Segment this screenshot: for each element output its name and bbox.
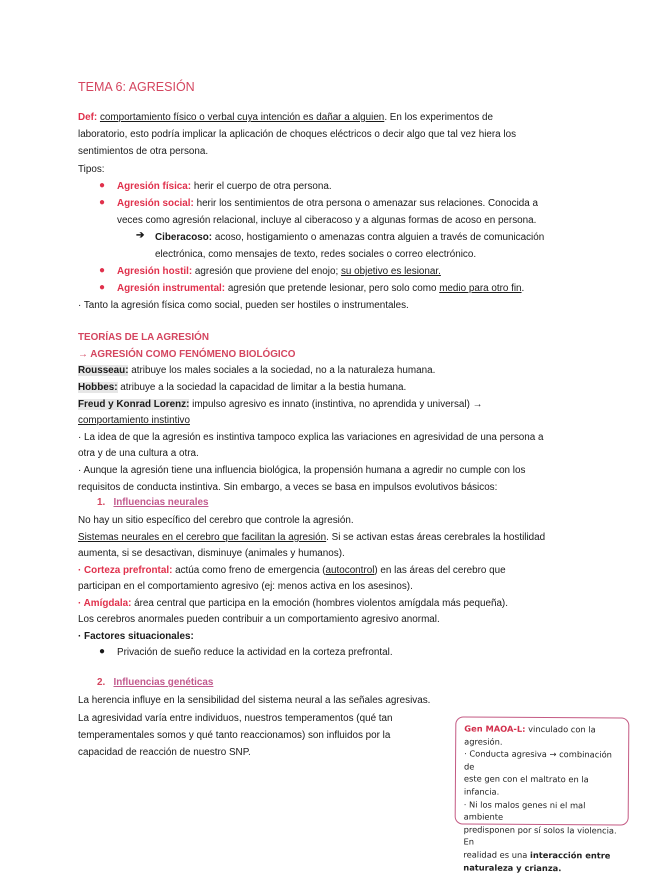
gen-maoa-note — [455, 716, 630, 873]
ciberacoso: Ciberacoso: acoso, hostigamiento o amenazas contra alguien a través de comunicación — [155, 232, 545, 243]
geneticas-heading: 2. Influencias genéticas — [97, 677, 214, 688]
freud-cont: comportamiento instintivo — [78, 415, 190, 426]
tipos-label: Tipos: — [78, 164, 105, 175]
sistemas-line: Sistemas neurales en el cerebro que facilitan la agresión. Si se activan estas áreas cerebrales la hostilidad — [78, 532, 546, 543]
tipo-fisica: Agresión física: herir el cuerpo de otra persona. — [117, 181, 332, 192]
amigdala-line: · Amígdala: área central que participa en la emoción (hombres violentos amígdala más pequeña). — [78, 598, 508, 609]
no-hay-line: No hay un sitio específico del cerebro que controle la agresión. — [78, 515, 354, 526]
tipo-hostil: Agresión hostil: agresión que proviene del enojo; su objetivo es lesionar. — [117, 266, 441, 277]
bullet-icon: ● — [99, 265, 106, 276]
note-line-2: · Conducta agresiva → combinación de — [463, 748, 612, 772]
corteza-cont: participan en el comportamiento agresivo (ej: menos activa en los asesinos). — [78, 581, 413, 592]
section-teorias: TEORÍAS DE LA AGRESIÓN — [78, 332, 209, 343]
note-line-4: · Ni los malos genes ni el mal ambiente — [463, 799, 586, 822]
cerebros-line: Los cerebros anormales pueden contribuir a un comportamiento agresivo anormal. — [78, 614, 440, 625]
tipo-instrumental: Agresión instrumental: agresión que pretende lesionar, pero solo como medio para otro fin. — [117, 283, 525, 294]
idea-line-1: · La idea de que la agresión es instintiva tampoco explica las variaciones en agresividad de una persona a — [78, 432, 544, 443]
tipo-social: Agresión social: herir los sentimientos de otra persona o amenazar sus relaciones. Conocida a — [117, 198, 538, 209]
privacion-line: Privación de sueño reduce la actividad en la corteza prefrontal. — [117, 647, 393, 658]
arrow-right-icon: ➔ — [136, 230, 145, 241]
corteza-line: · Corteza prefrontal: actúa como freno de emergencia (autocontrol) en las áreas del cerebro que — [78, 565, 506, 576]
def-term: comportamiento físico o verbal cuya intención es dañar a alguien — [99, 112, 385, 123]
agresividad-line-1: La agresividad varía entre individuos, nuestros temperamentos (qué tan — [78, 713, 393, 724]
def-label: Def: — [78, 112, 98, 123]
rousseau-line: Rousseau: atribuye los males sociales a la sociedad, no a la naturaleza humana. — [78, 365, 436, 376]
note-line-6: realidad es una interacción entre — [463, 849, 611, 861]
page-title: TEMA 6: AGRESIÓN — [78, 80, 195, 94]
agresividad-line-3: capacidad de reacción de nuestro SNP. — [78, 747, 251, 758]
note-line-7: naturaleza y crianza. — [463, 861, 562, 873]
bullet-icon: ● — [99, 180, 106, 191]
idea-line-2: otra y de una cultura a otra. — [78, 448, 199, 459]
sistemas-cont: aumenta, si se desactivan, disminuye (animales y humanos). — [78, 548, 345, 559]
aunque-line-2: requisitos de conducta instintiva. Sin embargo, a veces se basa en impulsos evolutivos básicos: — [78, 482, 498, 493]
definition-line-3: sentimientos de otra persona. — [78, 146, 209, 157]
note-line-1: Gen MAOA-L: vinculado con la agresión. — [464, 723, 596, 747]
ciberacoso-cont: electrónica, como mensajes de texto, redes sociales o correo electrónico. — [155, 249, 477, 260]
definition-line-2: laboratorio, esto podría implicar la aplicación de choques eléctricos o decir algo que tal vez hiera los — [78, 129, 517, 140]
tipo-social-cont: veces como agresión relacional, incluye al ciberacoso y a algunas formas de acoso en persona. — [117, 215, 537, 226]
bullet-icon: ● — [99, 197, 106, 208]
section-biologico: → AGRESIÓN COMO FENÓMENO BIOLÓGICO — [78, 349, 296, 360]
aunque-line-1: · Aunque la agresión tiene una influencia biológica, la propensión humana a agredir no cumple con los — [78, 465, 526, 476]
freud-line: Freud y Konrad Lorenz: impulso agresivo es innato (instintiva, no aprendida y universal) → — [78, 399, 483, 410]
neurales-heading: 1. Influencias neurales — [97, 497, 209, 508]
herencia-line: La herencia influye en la sensibilidad del sistema neural a las señales agresivas. — [78, 695, 431, 706]
agresividad-line-2: temperamentales somos y qué tanto reaccionamos) son influidos por la — [78, 730, 391, 741]
note-line-5: predisponen por sí solos la violencia. En — [463, 824, 617, 847]
hobbes-line: Hobbes: atribuye a la sociedad la capacidad de limitar a la bestia humana. — [78, 382, 407, 393]
factores-line: · Factores situacionales: — [78, 631, 194, 642]
bullet-icon: ● — [99, 282, 106, 293]
note-line-3: este gen con el maltrato en la infancia. — [463, 773, 589, 797]
bullet-icon: ● — [99, 646, 106, 657]
tanto-note: · Tanto la agresión física como social, pueden ser hostiles o instrumentales. — [78, 300, 409, 311]
definition-line-1: Def: comportamiento físico o verbal cuya intención es dañar a alguien. En los experimentos de — [78, 112, 493, 123]
